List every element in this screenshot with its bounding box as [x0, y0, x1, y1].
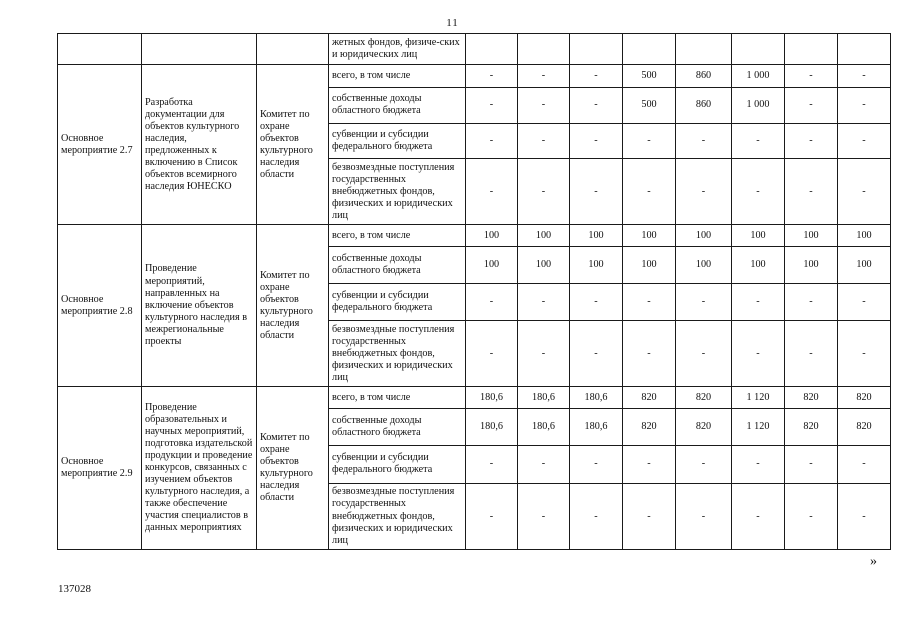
value-cell: 820: [838, 409, 891, 445]
value-cell: [466, 34, 518, 65]
value-cell: -: [838, 445, 891, 483]
value-cell: -: [518, 123, 570, 158]
value-cell: -: [623, 321, 676, 387]
value-cell: -: [838, 283, 891, 320]
table-body: [58, 34, 891, 550]
value-cell: -: [676, 484, 732, 550]
value-cell: -: [676, 123, 732, 158]
continuation-mark: »: [870, 554, 877, 569]
source-cell: всего, в том числе: [329, 387, 466, 409]
value-cell: -: [838, 123, 891, 158]
value-cell: -: [785, 87, 838, 123]
value-cell: 100: [518, 225, 570, 247]
value-cell: -: [732, 445, 785, 483]
value-cell: -: [518, 65, 570, 87]
source-cell: собственные доходы областного бюджета: [329, 409, 466, 445]
value-cell: [732, 34, 785, 65]
value-cell: -: [466, 484, 518, 550]
value-cell: -: [676, 445, 732, 483]
value-cell: -: [570, 283, 623, 320]
value-cell: -: [466, 321, 518, 387]
source-cell: собственные доходы областного бюджета: [329, 87, 466, 123]
source-cell: субвенции и субсидии федерального бюджета: [329, 445, 466, 483]
value-cell: 500: [623, 87, 676, 123]
value-cell: 1 120: [732, 409, 785, 445]
value-cell: -: [623, 123, 676, 158]
value-cell: -: [570, 484, 623, 550]
value-cell: -: [518, 321, 570, 387]
value-cell: -: [732, 484, 785, 550]
source-cell: жетных фондов, физиче-ских и юридических лиц: [329, 34, 466, 65]
value-cell: -: [518, 87, 570, 123]
value-cell: 180,6: [518, 387, 570, 409]
value-cell: 100: [570, 225, 623, 247]
value-cell: 860: [676, 87, 732, 123]
value-cell: -: [732, 283, 785, 320]
value-cell: 860: [676, 65, 732, 87]
value-cell: 100: [838, 225, 891, 247]
value-cell: 820: [676, 409, 732, 445]
value-cell: 1 120: [732, 387, 785, 409]
source-cell: безвозмездные поступления государственных внебюджетных фондов, физических и юридических лиц: [329, 159, 466, 225]
value-cell: 100: [466, 247, 518, 283]
value-cell: 820: [623, 409, 676, 445]
value-cell: -: [676, 159, 732, 225]
value-cell: 100: [732, 247, 785, 283]
source-cell: собственные доходы областного бюджета: [329, 247, 466, 283]
value-cell: 100: [623, 247, 676, 283]
value-cell: 100: [466, 225, 518, 247]
value-cell: -: [466, 65, 518, 87]
value-cell: 100: [785, 247, 838, 283]
source-cell: субвенции и субсидии федерального бюджета: [329, 123, 466, 158]
value-cell: 100: [518, 247, 570, 283]
measure-cell: Основное мероприятие 2.9: [58, 387, 142, 550]
value-cell: [676, 34, 732, 65]
value-cell: -: [838, 484, 891, 550]
value-cell: 820: [623, 387, 676, 409]
value-cell: -: [518, 283, 570, 320]
measure-cell: Основное мероприятие 2.7: [58, 65, 142, 225]
value-cell: -: [570, 159, 623, 225]
value-cell: -: [785, 321, 838, 387]
value-cell: -: [785, 159, 838, 225]
value-cell: -: [623, 484, 676, 550]
value-cell: -: [570, 123, 623, 158]
measure-cell: Основное мероприятие 2.8: [58, 225, 142, 387]
value-cell: [623, 34, 676, 65]
value-cell: 180,6: [466, 409, 518, 445]
value-cell: -: [676, 321, 732, 387]
value-cell: -: [623, 445, 676, 483]
value-cell: [838, 34, 891, 65]
value-cell: [518, 34, 570, 65]
description-cell: Проведение образовательных и научных мероприятий, подготовка издательской продукции и проведение конкурсов, связанных с изучением объектов культурного наследия, а также обеспечение участия специалистов в данных мероприятиях: [142, 387, 257, 550]
value-cell: -: [623, 159, 676, 225]
value-cell: 500: [623, 65, 676, 87]
value-cell: 180,6: [518, 409, 570, 445]
value-cell: -: [785, 123, 838, 158]
value-cell: -: [466, 445, 518, 483]
value-cell: -: [518, 159, 570, 225]
value-cell: -: [838, 321, 891, 387]
description-cell: Проведение мероприятий, направленных на включение объектов культурного наследия в межрегиональные проекты: [142, 225, 257, 387]
value-cell: 100: [570, 247, 623, 283]
value-cell: -: [838, 159, 891, 225]
value-cell: 100: [785, 225, 838, 247]
value-cell: 100: [732, 225, 785, 247]
value-cell: [570, 34, 623, 65]
value-cell: -: [785, 65, 838, 87]
source-cell: безвозмездные поступления государственных внебюджетных фондов, физических и юридических лиц: [329, 484, 466, 550]
value-cell: -: [732, 321, 785, 387]
value-cell: 1 000: [732, 87, 785, 123]
value-cell: 100: [623, 225, 676, 247]
value-cell: 180,6: [570, 387, 623, 409]
value-cell: -: [466, 159, 518, 225]
value-cell: -: [732, 123, 785, 158]
value-cell: -: [785, 283, 838, 320]
source-cell: всего, в том числе: [329, 225, 466, 247]
source-cell: всего, в том числе: [329, 65, 466, 87]
empty-cell: [142, 34, 257, 65]
table-row: [58, 225, 891, 247]
value-cell: -: [570, 65, 623, 87]
value-cell: [785, 34, 838, 65]
document-code: 137028: [58, 583, 91, 595]
value-cell: -: [732, 159, 785, 225]
value-cell: 180,6: [570, 409, 623, 445]
value-cell: -: [466, 283, 518, 320]
executor-cell: Комитет по охране объектов культурного наследия области: [257, 225, 329, 387]
value-cell: 820: [785, 387, 838, 409]
value-cell: 820: [785, 409, 838, 445]
table-row: [58, 387, 891, 409]
funding-table: [57, 33, 891, 550]
executor-cell: Комитет по охране объектов культурного наследия области: [257, 65, 329, 225]
table-row: [58, 65, 891, 87]
empty-cell: [257, 34, 329, 65]
value-cell: -: [676, 283, 732, 320]
value-cell: -: [570, 87, 623, 123]
table-row: [58, 34, 891, 65]
value-cell: -: [570, 321, 623, 387]
value-cell: 100: [676, 247, 732, 283]
value-cell: -: [838, 87, 891, 123]
value-cell: 820: [838, 387, 891, 409]
value-cell: -: [838, 65, 891, 87]
value-cell: 820: [676, 387, 732, 409]
value-cell: 100: [676, 225, 732, 247]
source-cell: безвозмездные поступления государственных внебюджетных фондов, физических и юридических лиц: [329, 321, 466, 387]
empty-cell: [58, 34, 142, 65]
source-cell: субвенции и субсидии федерального бюджета: [329, 283, 466, 320]
value-cell: -: [518, 445, 570, 483]
value-cell: -: [518, 484, 570, 550]
value-cell: 100: [838, 247, 891, 283]
value-cell: -: [466, 87, 518, 123]
value-cell: -: [785, 445, 838, 483]
value-cell: -: [570, 445, 623, 483]
value-cell: 180,6: [466, 387, 518, 409]
description-cell: Разработка документации для объектов культурного наследия, предложенных к включению в Список объектов всемирного наследия ЮНЕСКО: [142, 65, 257, 225]
value-cell: -: [466, 123, 518, 158]
page-number: 11: [446, 17, 459, 29]
value-cell: 1 000: [732, 65, 785, 87]
executor-cell: Комитет по охране объектов культурного наследия области: [257, 387, 329, 550]
value-cell: -: [623, 283, 676, 320]
value-cell: -: [785, 484, 838, 550]
